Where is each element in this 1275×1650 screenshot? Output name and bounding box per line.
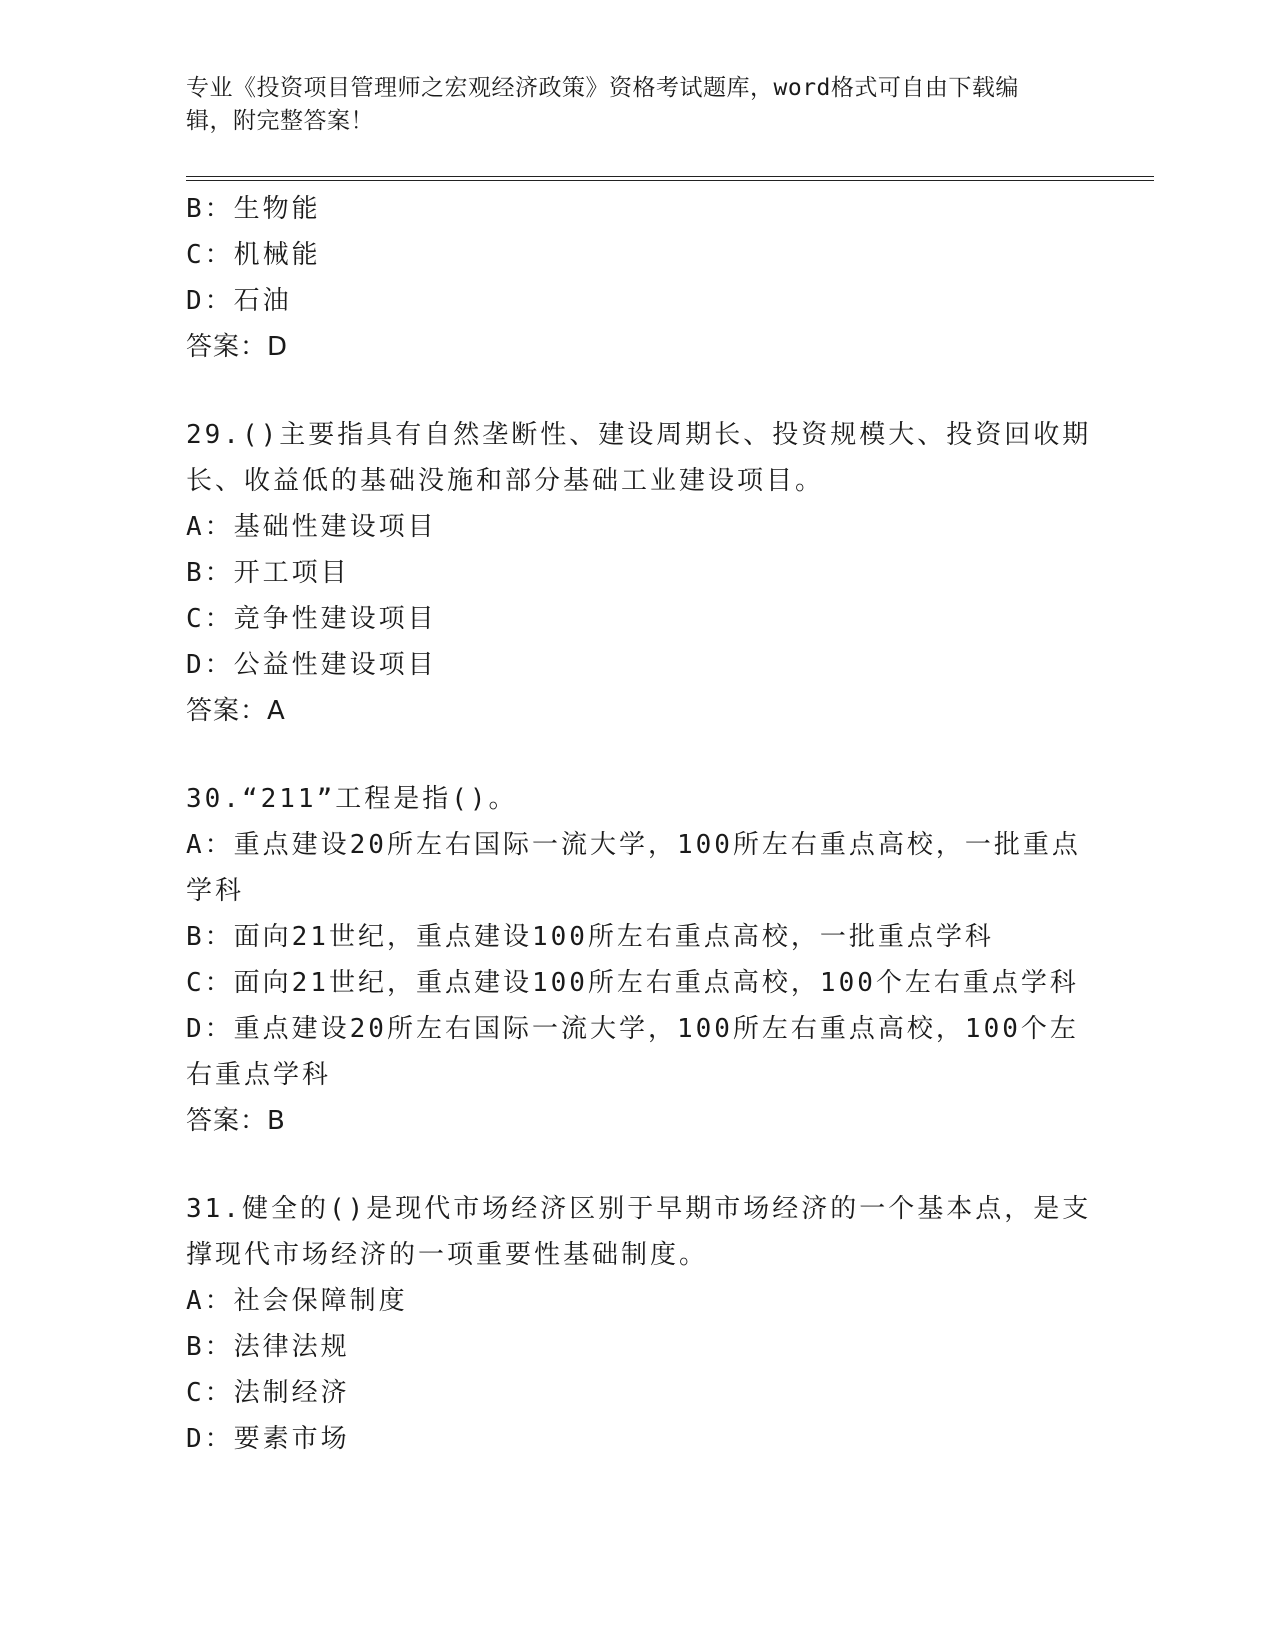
header-line-2: 辑，附完整答案！ <box>186 108 374 134</box>
option-b: B：面向21世纪，重点建设100所左右重点高校，一批重点学科 <box>186 922 994 952</box>
option-d-line-1: D：重点建设20所左右国际一流大学，100所左右重点高校，100个左 <box>186 1014 1079 1044</box>
option-c: C：竞争性建设项目 <box>186 604 437 634</box>
question-spacer <box>186 370 1086 412</box>
answer: 答案：D <box>186 332 289 362</box>
question-31 <box>186 1186 1092 1462</box>
option-c: C：面向21世纪，重点建设100所左右重点高校，100个左右重点学科 <box>186 968 1079 998</box>
document-header <box>186 72 1066 138</box>
header-double-rule <box>186 176 1154 181</box>
answer: 答案：A <box>186 696 286 726</box>
option-c: C：机械能 <box>186 240 321 270</box>
option-a: A：基础性建设项目 <box>186 512 437 542</box>
option-a-line-1: A：重点建设20所左右国际一流大学，100所左右重点高校，一批重点 <box>186 830 1081 860</box>
question-29 <box>186 412 1092 734</box>
option-b: B：生物能 <box>186 194 321 224</box>
option-a-line-2: 学科 <box>186 876 245 906</box>
question-stem: 30.“211”工程是指()。 <box>186 784 518 814</box>
answer: 答案：B <box>186 1106 286 1136</box>
question-28-tail <box>186 186 1086 370</box>
question-spacer <box>186 1144 1086 1186</box>
option-d-line-2: 右重点学科 <box>186 1060 332 1090</box>
question-stem-line-1: 31.健全的()是现代市场经济区别于早期市场经济的一个基本点，是支 <box>186 1194 1092 1224</box>
question-stem-line-2: 长、收益低的基础没施和部分基础工业建设项目。 <box>186 466 825 496</box>
option-d: D：公益性建设项目 <box>186 650 437 680</box>
option-d: D：石油 <box>186 286 292 316</box>
question-list <box>186 186 1092 1462</box>
option-b: B：开工项目 <box>186 558 350 588</box>
option-c: C：法制经济 <box>186 1378 350 1408</box>
header-line-1: 专业《投资项目管理师之宏观经济政策》资格考试题库，word格式可自由下载编 <box>186 75 1019 101</box>
question-stem-line-1: 29.()主要指具有自然垄断性、建设周期长、投资规模大、投资回收期 <box>186 420 1092 450</box>
question-stem-line-2: 撑现代市场经济的一项重要性基础制度。 <box>186 1240 709 1270</box>
option-d: D：要素市场 <box>186 1424 350 1454</box>
option-b: B：法律法规 <box>186 1332 350 1362</box>
question-30 <box>186 776 1086 1144</box>
question-spacer <box>186 734 1086 776</box>
option-a: A：社会保障制度 <box>186 1286 408 1316</box>
